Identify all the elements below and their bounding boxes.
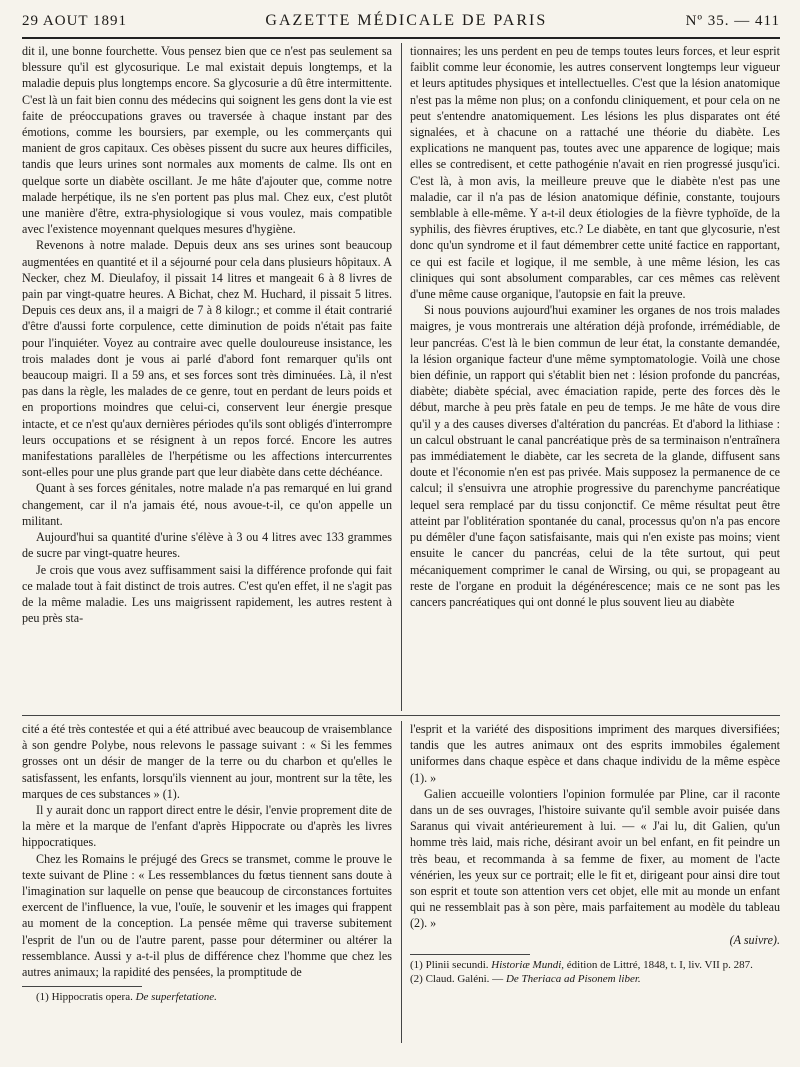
section-divider	[22, 715, 780, 716]
bottom-left-column	[22, 721, 392, 1043]
to-be-continued: (A suivre).	[729, 932, 780, 947]
footnote	[410, 958, 780, 972]
page-header	[22, 12, 780, 34]
paragraph: Je crois que vous avez suffisamment saisi la différence profonde qui fait ce malade tout à fait distinct de trois autres. C'est qu'en effet, il ne s'agit pas de la même maladie. Les uns maigrissent rapidement, les autres restent à peu près sta-	[22, 562, 392, 626]
footnote-text: (2) Claud. Galéni. —	[410, 972, 504, 985]
footnote-rule	[410, 954, 530, 955]
paragraph: Aujourd'hui sa quantité d'urine s'élève à 3 ou 4 litres avec 133 grammes de sucre par vingt-quatre heures.	[22, 530, 392, 561]
journal-title: GAZETTE MÉDICALE DE PARIS	[265, 12, 548, 29]
footnote-title: Historiæ Mundi	[491, 958, 562, 971]
footnote	[22, 990, 392, 1004]
top-section	[22, 43, 780, 711]
paragraph: dit il, une bonne fourchette. Vous pensez bien que ce n'est pas seulement sa blessure qu'il est glycosurique. Le mal existait depuis longtemps, et la maladie depuis plus longtemps encore. Sa glycosurie a dû être intermittente. C'est là un fait bien connu des médecins qui soignent les gens dont la vie est faite de préoccupations graves ou traversée à chaque instant par des émotions, comme les boursiers, par exemple, ou les commerçants qui manient de gros capitaux. Ces obèses pissent du sucre aux heures difficiles, tandis que leurs urines sont normales aux moments de calme. Ils ont en quelque sorte un diabète oscillant. Je me hâte d'ajouter que, comme notre malade herpétique, ils ne s'en portent pas plus mal. Chez eux, c'est plutôt une manière d'être, extra-physiologique si vous voulez, mais compatible avec l'existence moyennant quelques mesures d'hygiène.	[22, 44, 392, 237]
paragraph: Quant à ses forces génitales, notre malade n'a pas remarqué en lui grand changement, car il n'a jamais été, nous avoue-t-il, ce qu'on appelle un militant.	[22, 481, 392, 528]
paragraph: tionnaires; les uns perdent en peu de temps toutes leurs forces, et leur esprit faiblit comme leur économie, les autres conservent longtemps leur vigueur et leurs aptitudes physiques et intellectuelles. C'est que la lésion anatomique n'est pas la même non plus; on a confondu cliniquement, et pour cela on ne peut s'entendre anatomiquement. Les lésions les plus disparates ont été signalées, et à chacune on a rattaché une théorie du diabète. Les explications ne manquent pas, toutes avec une apparence de logique; mais elles se contredisent, et cette pathogénie n'avait en rien progressé jusqu'ici. C'est là, à mon avis, la meilleure preuve que le diabète n'est pas une maladie, car il n'a pas de lésion anatomique définie, constante, toujours semblable à elle-même. Y a-t-il deux étiologies de la fièvre typhoïde, de la syphilis, des fièvres éruptives, etc.? Le diabète, en tant que glycosurie, n'est donc qu'un syndrome et il faut démembrer cette unité factice en rapportant, ce qui est facile et logique, il me semble, à une même lésion, les cas cliniques qui sont absolument comparables, car ces mêmes cas relèvent d'une même cause organique, l'autopsie en fait la preuve.	[410, 44, 780, 302]
header-rule	[22, 37, 780, 39]
issue-number: Nº 35. — 411	[685, 13, 780, 29]
top-left-column	[22, 43, 392, 711]
bottom-right-column	[410, 721, 780, 1043]
footnote-text: (1) Plinii secundi.	[410, 958, 489, 971]
paragraph: cité a été très contestée et qui a été attribué avec beaucoup de vraisemblance à son gendre Polybe, nous relevons le passage suivant : « Si les femmes grosses ont un désir de manger de la terre ou du charbon et qu'elles le satisfassent, les enfants, lorsqu'ils viennent au jour, montrent sur la tête, les marques de ces substances » (1).	[22, 722, 392, 801]
footnote-title: De Theriaca ad Pisonem liber.	[505, 972, 641, 985]
footnote-text: , édition de Littré, 1848, t. I, liv. VII p. 287.	[561, 958, 753, 971]
footnote-rule	[22, 986, 142, 987]
feuilleton-section	[22, 721, 780, 1043]
paragraph: Chez les Romains le préjugé des Grecs se transmet, comme le prouve le texte suivant de Pline : « Les ressemblances du fœtus tiennent sans doute à l'imagination sur laquelle on pense que beaucoup de circonstances fortuites exercent de l'influence, la vue, l'ouïe, le souvenir et les images qui frappent au moment de la conception. La pensée même qui traverse subitement l'esprit de l'un ou de l'autre parent, passe pour déterminer ou altérer la ressemblance. Aussi y a-t-il plus de différence chez l'homme que chez les autres animaux; la rapidité des pensées, la promptitude de	[22, 851, 392, 980]
paragraph: Revenons à notre malade. Depuis deux ans ses urines sont beaucoup augmentées en quantité et il a séjourné pour cela dans plusieurs hôpitaux. A Necker, chez M. Dieulafoy, il pissait 14 litres et mangeait 6 à 8 livres de pain par vingt-quatre heures. A Bichat, chez M. Huchard, il pissait 5 litres. Depuis ces deux ans, il a maigri de 7 à 8 kilogr.; et comme il était contrarié d'être d'aussi forte corpulence, cette diminution de poids n'était pas faite pour l'inquiéter. Voyez au contraire avec quelle douloureuse insistance, les trois malades dont je vous ai parlé d'abord font remarquer qu'ils ont beaucoup maigri. Il a 59 ans, et ses forces sont très diminuées. Là, il n'est pas dans la règle, les malades de ce genre, tout en perdant de leurs poids et en proportions moindres que celui-ci, conservent leur énergie presque intacte, et ce n'est qu'aux dernières périodes qu'ils sont obligés d'interrompre leurs occupations et se résignent à un repos forcé. Encore les autres manifestations parallèles de l'herpétisme ou les affections intercurrentes sont-elles pour une plus grande part que leur diabète dans cette déchéance.	[22, 238, 392, 480]
footnote	[410, 972, 780, 986]
paragraph: Galien accueille volontiers l'opinion formulée par Pline, car il raconte dans un de ses ouvrages, l'histoire suivante qu'il semble avoir puisée dans Saranus qui vivait antérieurement à lui. — « J'ai lu, dit Galien, qu'un homme très laid, mais riche, désirant avoir un bel enfant, en fit peindre un très beau, et recommanda à sa femme de fixer, au moment de l'acte vénérien, les yeux sur ce portrait; elle le fit et, dirigeant pour ainsi dire tout son esprit et toute son attention vers cet objet, elle mit au monde un enfant qui ne ressemblait pas à son père, mais parfaitement au modèle du tableau (2). »	[410, 786, 780, 931]
column-divider	[401, 721, 402, 1043]
issue-date: 29 AOUT 1891	[22, 13, 128, 29]
paragraph: l'esprit et la variété des dispositions impriment des marques diversifiées; tandis que les autres animaux ont des esprits immobiles également uniformes dans chaque espèce et dans chaque individu de la même espèce (1). »	[410, 722, 780, 785]
footnote-text: (1) Hippocratis opera.	[36, 991, 133, 1004]
column-divider	[401, 43, 402, 711]
paragraph: Si nous pouvions aujourd'hui examiner les organes de nos trois malades maigres, je vous montrerais une altération déjà profonde, irrémédiable, de leur pancréas. C'est là le bien commun de leur état, la constante demandée, la lésion organique facteur d'une même symptomatologie. Voilà une chose bien définie, un rapport qui s'établit bien net : lésion profonde du pancréas, diabète; diabète spécial, avec émaciation rapide, perte des forces dès le début, marche à peu près fatale en peu de temps. Je me hâte de vous dire qu'il y a des causes diverses d'altération du pancréas. Et d'abord la lithiase : un calcul obstruant le canal pancréatique près de sa terminaison n'entraînera pas immédiatement le diabète, car les secreta de la glande, diffusent sans doute et l'économie n'en est pas privée. Mais supposez la permanence de ce calcul; il s'ensuivra une atrophie progressive du parenchyme pancréatique lequel sera remplacé par du tissu conjonctif. Ce même résultat peut être atteint par l'oblitération spontanée du canal, processus qu'on n'a pas encore pu démêler d'une façon satisfaisante, mais qui n'en existe pas moins; vient ensuite le cancer du pancréas, celui de la tête surtout, qui peut mécaniquement comprimer le canal de Wirsing, ou qui, se propageant au reste de l'organe en produit la dégénérescence; mais ce ne sont pas les cancers pancréatiques qui ont donné le plus souvent lieu au diabète	[410, 303, 780, 609]
top-right-column	[410, 43, 780, 711]
footnote-title: De superfetatione.	[135, 991, 217, 1004]
paragraph: Il y aurait donc un rapport direct entre le désir, l'envie proprement dite de la mère et la marque de l'enfant d'après Hippocrate ou d'après les livres hippocratiques.	[22, 803, 392, 850]
